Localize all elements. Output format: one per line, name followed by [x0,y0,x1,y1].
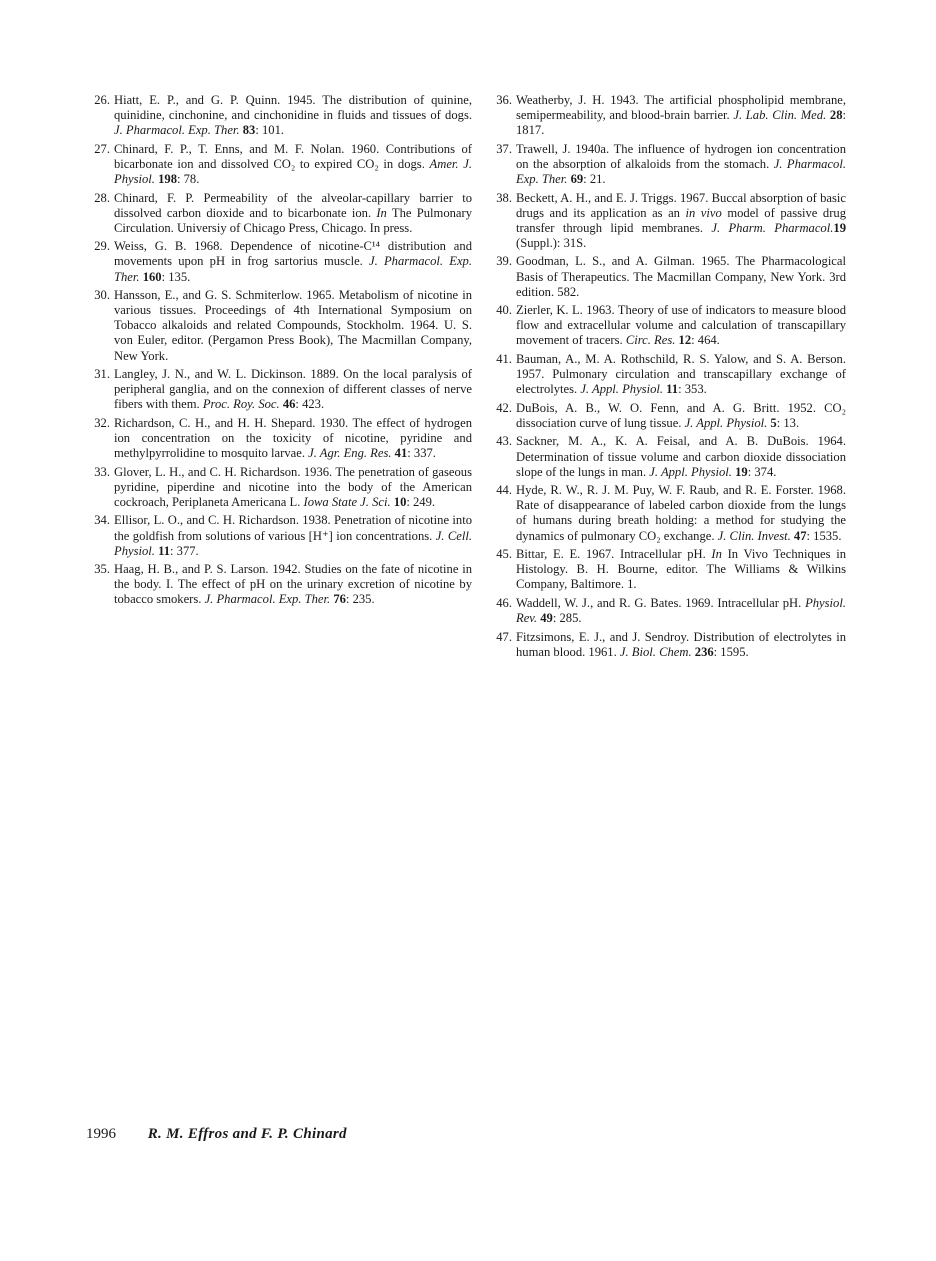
reference-entry [88,562,472,607]
reference-entry [88,465,472,510]
reference-entry [88,93,472,138]
page-footer [86,1126,347,1143]
reference-text [516,401,846,430]
reference-citation: Chinard, F. P., T. Enns, and M. F. Nolan. 1960. Contributions of bicarbonate ion and dissolved CO₂ to expired CO₂ in dogs. [114,141,472,171]
reference-text [114,416,472,460]
reference-text [516,254,846,298]
journal-name: in vivo [685,205,722,220]
reference-pages: (Suppl.): 31S. [516,235,587,250]
reference-text [516,191,846,250]
reference-pages: : 285. [552,611,582,625]
volume-number: 10 [393,494,407,509]
reference-entry [490,142,846,187]
volume-number: 236 [694,644,714,659]
reference-number: 28. [94,190,110,205]
reference-pages: : 135. [161,269,191,284]
journal-name: J. Biol. Chem. [619,644,692,659]
volume-number: 11 [666,382,679,397]
reference-text [516,303,846,347]
journal-name: J. Clin. Invest. [717,528,791,543]
reference-text [114,239,472,283]
reference-number: 36. [496,93,512,107]
reference-text [114,367,472,411]
reference-number: 46. [496,595,512,610]
volume-number: 19 [833,220,846,235]
reference-number: 30. [94,288,110,303]
journal-name: Amer. J. Physiol. [114,156,472,186]
reference-entry [88,513,472,558]
reference-pages: : 1595. [713,644,749,659]
reference-citation: The Pulmonary Circulation. Universiy of Chicago Press, Chicago. In press. [114,205,472,235]
reference-pages: : 13. [776,415,800,430]
reference-pages: : 235. [345,592,375,607]
reference-citation: Hyde, R. W., R. J. M. Puy, W. F. Raub, and R. E. Forster. 1968. Rate of disappearance of labeled carbon dioxide from the lungs of humans during breath holding: a method for studying the dynamics of pulmonary CO₂ exchange. [516,483,846,543]
reference-number: 33. [94,464,110,479]
journal-name: J. Pharm. Pharmacol. [711,220,834,235]
journal-name: J. Appl. Physiol. [580,382,664,397]
reference-text [114,465,472,509]
reference-entry [490,483,846,543]
volume-number: 83 [242,123,256,138]
reference-citation: Chinard, F. P. Permeability of the alveolar-capillary barrier to dissolved carbon dioxide and to bicarbonate ion. [114,190,472,220]
reference-number: 29. [94,239,110,254]
reference-number: 41. [496,352,512,366]
reference-number: 35. [94,562,110,577]
reference-number: 26. [94,93,110,107]
reference-entry [490,596,846,626]
journal-name: J. Pharmacol. Exp. Ther. [516,156,847,186]
journal-name: J. Agr. Eng. Res. [308,446,392,461]
volume-number: 11 [158,543,170,558]
volume-number: 76 [333,592,346,607]
reference-pages: : 337. [407,446,436,461]
reference-entry [490,191,846,251]
reference-entry [490,547,846,592]
reference-entry [88,239,472,284]
reference-citation: Zierler, K. L. 1963. Theory of use of indicators to measure blood flow and extracellular volume and calculation of transcapillary movement of tracers. [516,303,846,348]
volume-number: 28 [829,108,843,123]
reference-number: 31. [94,367,110,382]
volume-number: 69 [570,171,584,186]
reference-pages: : 78. [176,171,200,186]
reference-number: 40. [496,303,512,318]
reference-entry [490,434,846,479]
journal-name: J. Appl. Physiol. [649,464,732,479]
reference-pages: : 374. [747,464,777,479]
reference-citation: Ellisor, L. O., and C. H. Richardson. 1938. Penetration of nicotine into the goldfish from solutions of various [H⁺] ion concentrations. [114,513,472,543]
reference-entry [88,367,472,412]
reference-citation: Waddell, W. J., and R. G. Bates. 1969. Intracellular pH. [516,595,806,610]
reference-citation: Weatherby, J. H. 1943. The artificial phospholipid membrane, semipermeability, and blood-brain barrier. [516,93,846,123]
reference-entry [490,401,846,431]
journal-name: In [711,547,722,562]
reference-citation: Fitzsimons, E. J., and J. Sendroy. Distribution of electrolytes in human blood. 1961. [516,629,846,659]
reference-text [516,93,846,137]
reference-entry [490,254,846,299]
volume-number: 160 [142,269,162,284]
reference-text [516,547,846,591]
reference-citation: Bittar, E. E. 1967. Intracellular pH. [516,547,712,562]
reference-pages: : 423. [295,397,325,412]
reference-pages: : 101. [255,123,285,138]
page-number: 1996 [86,1126,116,1142]
reference-number: 34. [94,513,110,528]
reference-pages: : 377. [170,543,199,558]
reference-citation: Richardson, C. H., and H. H. Shepard. 1930. The effect of hydrogen ion concentration on the toxicity of nicotine, pyridine and methylpyrrolidine to mosquito larvae. [114,415,472,461]
reference-citation: Goodman, L. S., and A. Gilman. 1965. The Pharmacological Basis of Therapeutics. The Macmillan Company, New York. 3rd edition. 582. [516,254,846,299]
volume-number: 12 [678,333,692,348]
reference-pages: : 464. [691,333,720,348]
reference-number: 43. [496,434,512,449]
volume-number: 41 [394,446,408,461]
reference-number: 37. [496,141,512,156]
volume-number: 49 [540,611,553,625]
journal-name: Proc. Roy. Soc. [202,397,280,412]
journal-name: Physiol. Rev. [516,595,846,625]
journal-name: In [376,205,387,220]
reference-text [516,434,846,478]
volume-number: 198 [158,171,177,186]
reference-number: 45. [496,547,512,562]
reference-entry [88,142,472,187]
reference-text [516,142,846,186]
reference-text [114,562,472,606]
reference-pages: : 21. [583,171,606,186]
references-right-column [490,93,846,663]
reference-text [114,288,472,362]
reference-text [114,191,472,235]
journal-name: J. Lab. Clin. Med. [733,108,827,123]
reference-number: 27. [94,141,110,156]
journal-name: J. Appl. Physiol. [684,415,768,430]
reference-entry [490,93,846,138]
journal-name: J. Pharmacol. Exp. Ther. [114,123,240,138]
reference-citation: model of passive drug transfer through lipid membranes. [516,205,846,235]
volume-number: 46 [282,397,296,412]
reference-citation: In Vivo Techniques in Histology. B. H. Bourne, editor. The Williams & Wilkins Company, Baltimore. 1. [516,547,846,592]
reference-citation: Glover, L. H., and C. H. Richardson. 1936. The penetration of gaseous pyridine, piperdine and nicotine into the body of the American cockroach, Periplaneta Americana L. [114,464,472,509]
reference-citation: DuBois, A. B., W. O. Fenn, and A. G. Britt. 1952. CO₂ dissociation curve of lung tissue. [516,400,846,430]
journal-name: J. Cell. Physiol. [114,528,472,558]
reference-entry [490,630,846,660]
reference-citation: Weiss, G. B. 1968. Dependence of nicotine-C¹⁴ distribution and movements upon pH in frog sartorius muscle. [114,239,472,269]
reference-text [516,630,846,659]
reference-text [114,513,472,557]
reference-number: 42. [496,400,512,415]
reference-citation: Sackner, M. A., K. A. Feisal, and A. B. DuBois. 1964. Determination of tissue volume and carbon dioxide dissociation slope of the lungs in man. [516,434,846,479]
volume-number: 47 [793,528,807,543]
reference-citation: Haag, H. B., and P. S. Larson. 1942. Studies on the fate of nicotine in the body. I. The effect of pH on the urinary excretion of nicotine by tobacco smokers. [114,562,472,607]
journal-name: J. Pharmacol. Exp. Ther. [114,254,472,284]
reference-text [114,142,472,186]
reference-text [516,352,846,396]
journal-name: J. Pharmacol. Exp. Ther. [204,592,331,607]
reference-pages: : 249. [406,494,436,509]
reference-citation: Beckett, A. H., and E. J. Triggs. 1967. Buccal absorption of basic drugs and its application as an [516,190,846,220]
reference-pages: : 1817. [516,108,846,138]
reference-entry [88,288,472,363]
reference-citation: Hansson, E., and G. S. Schmiterlow. 1965. Metabolism of nicotine in various tissues. Proceedings of 4th International Symposium on Tobacco alkaloids and related Compounds, Stockholm. 1964. U. S. von Euler, editor. (Pergamon Press Book), The Macmillan Company, New York. [114,288,472,363]
reference-entry [88,191,472,236]
reference-number: 39. [496,254,512,269]
reference-entry [88,416,472,461]
reference-number: 32. [94,415,110,430]
reference-pages: : 1535. [806,528,842,543]
reference-text [516,483,846,542]
reference-citation: Trawell, J. 1940a. The influence of hydrogen ion concentration on the absorption of alkaloids from the stomach. [516,141,846,171]
reference-text [114,93,472,137]
volume-number: 19 [735,464,748,479]
running-authors: R. M. Effros and F. P. Chinard [147,1126,347,1142]
reference-number: 47. [496,629,512,644]
journal-name: Circ. Res. [625,333,676,348]
reference-citation: Hiatt, E. P., and G. P. Quinn. 1945. The distribution of quinine, quinidine, cinchonine, and cinchonidine in fluids and tissues of dogs. [114,93,472,123]
reference-citation: Bauman, A., M. A. Rothschild, R. S. Yalow, and S. A. Berson. 1957. Pulmonary circulation and transcapillary exchange of electrolytes. [516,352,846,397]
reference-citation: Langley, J. N., and W. L. Dickinson. 1889. On the local paralysis of peripheral ganglia, and on the connexion of different classes of nerve fibers with them. [114,367,472,412]
reference-text [516,596,846,625]
reference-entry [490,352,846,397]
reference-number: 38. [496,190,512,205]
reference-entry [490,303,846,348]
reference-pages: : 353. [678,382,707,397]
reference-number: 44. [496,483,512,498]
volume-number: 5 [770,415,777,430]
journal-name: Iowa State J. Sci. [303,494,391,509]
references-left-column [88,93,472,611]
